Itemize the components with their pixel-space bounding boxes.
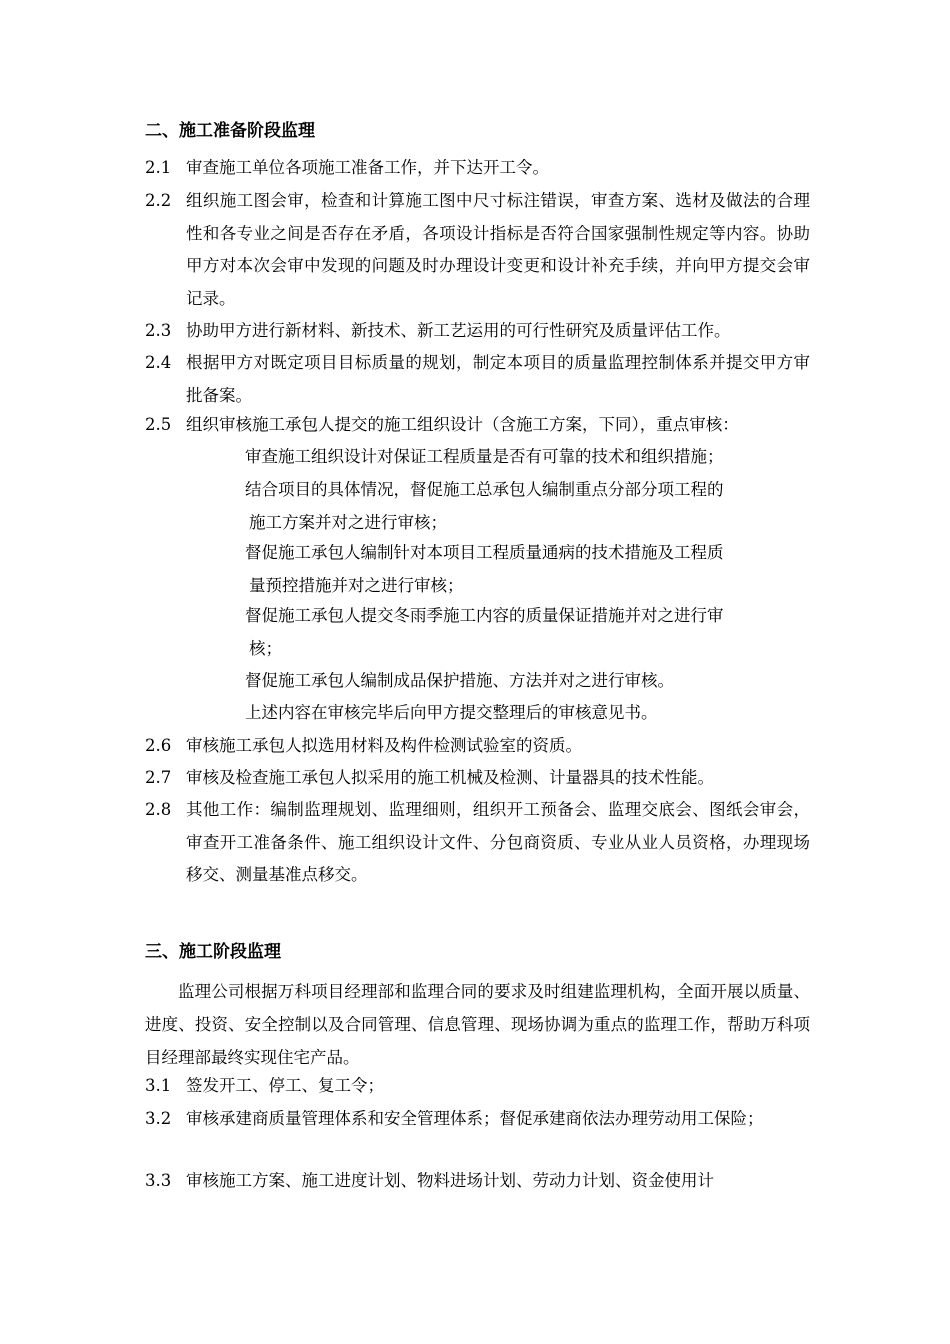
item-number: 2.6 [145, 736, 172, 755]
sub-item-continuation: 施工方案并对之进行审核； [249, 512, 447, 532]
sub-item [245, 665, 810, 698]
list-item-2-1 [145, 152, 810, 185]
list-item-2-5 [145, 409, 810, 442]
list-item-2-8 [145, 794, 810, 892]
sub-item-text: 结合项目的具体情况，督促施工总承包人编制重点分部分项工程的 [245, 480, 724, 499]
section-heading-3: 三、施工阶段监理 [145, 942, 281, 962]
sub-item-text: 上述内容在审核完毕后向甲方提交整理后的审核意见书。 [245, 703, 658, 722]
sub-item [245, 697, 810, 730]
item-number: 2.1 [145, 158, 172, 177]
sub-item-continuation: 量预控措施并对之进行审核； [249, 575, 464, 595]
item-text: 审核承建商质量管理体系和安全管理体系；督促承建商依法办理劳动用工保险； [186, 1109, 764, 1128]
sub-item [245, 474, 810, 539]
item-text: 审查施工单位各项施工准备工作，并下达开工令。 [186, 158, 549, 177]
list-item-2-6 [145, 730, 810, 763]
item-text: 审核施工承包人拟选用材料及构件检测试验室的资质。 [186, 736, 582, 755]
sub-item-text: 审查施工组织设计对保证工程质量是否有可靠的技术和组织措施； [245, 447, 724, 466]
list-item-2-3 [145, 315, 810, 348]
item-number: 2.4 [145, 353, 172, 372]
list-item-2-7 [145, 762, 810, 795]
item-text: 审核及检查施工承包人拟采用的施工机械及检测、计量器具的技术性能。 [186, 768, 714, 787]
sub-item-text: 督促施工承包人提交冬雨季施工内容的质量保证措施并对之进行审 [245, 606, 724, 625]
item-text: 组织审核施工承包人提交的施工组织设计（含施工方案，下同），重点审核： [186, 415, 739, 434]
item-text: 审核施工方案、施工进度计划、物料进场计划、劳动力计划、资金使用计 [186, 1171, 714, 1190]
list-item-3-2 [145, 1103, 810, 1136]
item-text: 签发开工、停工、复工令； [186, 1076, 384, 1095]
item-number: 3.1 [145, 1076, 172, 1095]
item-number: 2.3 [145, 321, 172, 340]
sub-item-text: 督促施工承包人编制成品保护措施、方法并对之进行审核。 [245, 671, 674, 690]
sub-item [245, 537, 810, 602]
list-item-3-1 [145, 1070, 810, 1103]
item-text: 组织施工图会审，检查和计算施工图中尺寸标注错误，审查方案、选材及做法的合理性和各专业之间是否存在矛盾，各项设计指标是否符合国家强制性规定等内容。协助甲方对本次会审中发现的问题及时办理设计变更和设计补充手续，并向甲方提交会审记录。 [186, 191, 810, 308]
item-number: 3.2 [145, 1109, 172, 1128]
sub-item [245, 600, 810, 665]
item-text: 根据甲方对既定项目目标质量的规划，制定本项目的质量监理控制体系并提交甲方审批备案。 [186, 353, 810, 405]
item-number: 2.7 [145, 768, 172, 787]
list-item-2-2 [145, 185, 810, 315]
item-number: 2.2 [145, 191, 172, 210]
item-number: 2.8 [145, 800, 172, 819]
item-number: 2.5 [145, 415, 172, 434]
sub-item-continuation: 核； [249, 638, 282, 658]
list-item-3-3 [145, 1165, 810, 1198]
item-text: 协助甲方进行新材料、新技术、新工艺运用的可行性研究及质量评估工作。 [186, 321, 731, 340]
item-number: 3.3 [145, 1171, 172, 1190]
sub-item-text: 督促施工承包人编制针对本项目工程质量通病的技术措施及工程质 [245, 543, 724, 562]
list-item-2-4 [145, 347, 810, 412]
section-paragraph: 监理公司根据万科项目经理部和监理合同的要求及时组建监理机构，全面开展以质量、进度、投资、安全控制以及合同管理、信息管理、现场协调为重点的监理工作，帮助万科项目经理部最终实现住宅产品。 [145, 982, 810, 1067]
sub-item [245, 441, 810, 474]
item-text: 其他工作：编制监理规划、监理细则，组织开工预备会、监理交底会、图纸会审会，审查开工准备条件、施工组织设计文件、分包商资质、专业从业人员资格，办理现场移交、测量基准点移交。 [186, 800, 810, 885]
section-heading-2: 二、施工准备阶段监理 [145, 121, 315, 141]
